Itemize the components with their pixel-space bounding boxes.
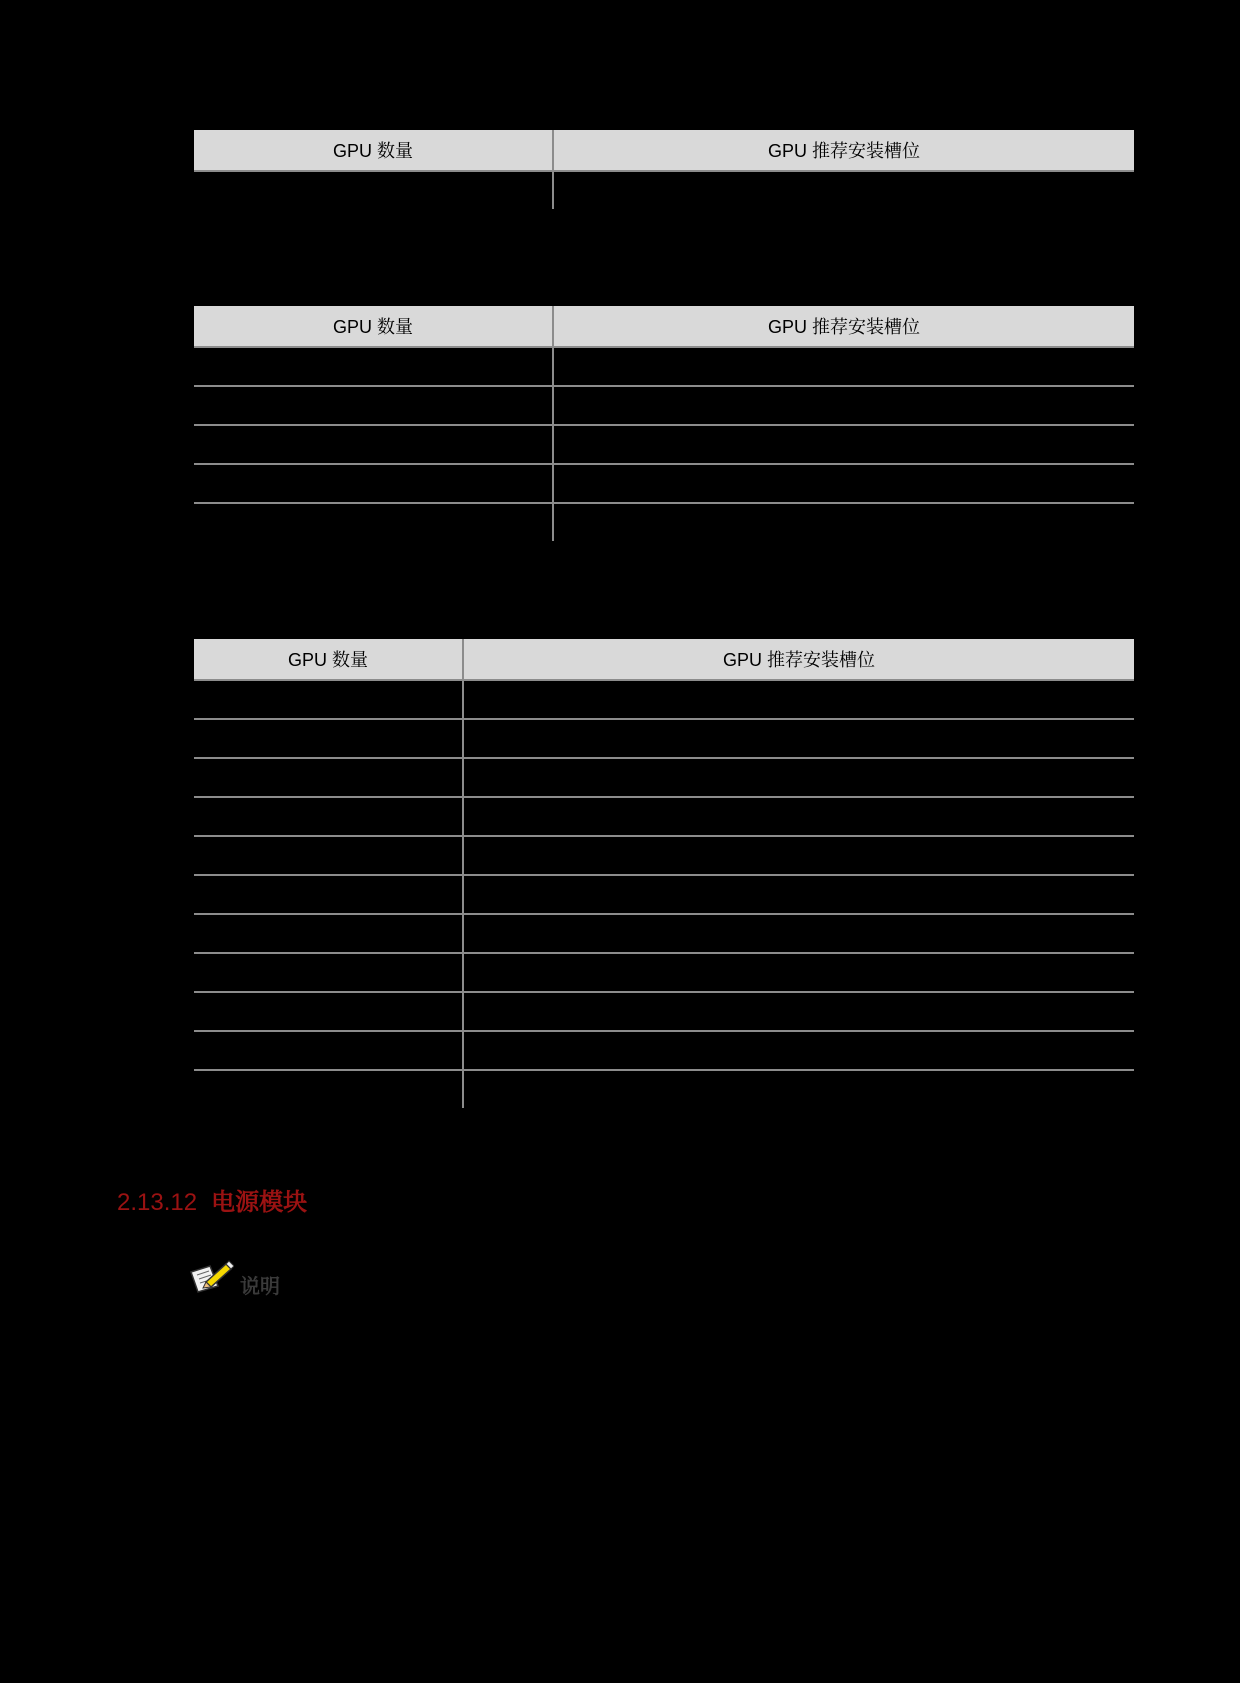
cell-gpu-count bbox=[194, 425, 553, 464]
table-row bbox=[194, 464, 1134, 503]
table-row bbox=[194, 425, 1134, 464]
table-row bbox=[194, 680, 1134, 719]
cell-gpu-count bbox=[194, 464, 553, 503]
table-row bbox=[194, 386, 1134, 425]
cell-gpu-slots bbox=[463, 1031, 1134, 1070]
cell-gpu-slots bbox=[463, 914, 1134, 953]
table-row bbox=[194, 1070, 1134, 1108]
cell-gpu-slots bbox=[463, 992, 1134, 1031]
table-header-row bbox=[194, 639, 1134, 680]
table-row bbox=[194, 719, 1134, 758]
note-label: 说明 bbox=[240, 1276, 280, 1298]
gpu-slot-table-3 bbox=[194, 639, 1134, 1108]
cell-gpu-slots bbox=[463, 719, 1134, 758]
cell-gpu-count bbox=[194, 953, 463, 992]
cell-gpu-count bbox=[194, 1070, 463, 1108]
cell-gpu-slots bbox=[553, 386, 1134, 425]
column-header-gpu-count: GPU 数量 bbox=[194, 306, 553, 347]
note-pencil-icon bbox=[188, 1258, 234, 1299]
cell-gpu-slots bbox=[463, 875, 1134, 914]
table-row bbox=[194, 836, 1134, 875]
cell-gpu-count bbox=[194, 719, 463, 758]
table-header-row bbox=[194, 130, 1134, 171]
table-header-row bbox=[194, 306, 1134, 347]
cell-gpu-slots bbox=[463, 1070, 1134, 1108]
gpu-slot-table-2 bbox=[194, 306, 1134, 541]
column-header-gpu-slots: GPU 推荐安装槽位 bbox=[463, 639, 1134, 680]
cell-gpu-count bbox=[194, 503, 553, 541]
cell-gpu-count bbox=[194, 992, 463, 1031]
cell-gpu-count bbox=[194, 758, 463, 797]
column-header-gpu-slots: GPU 推荐安装槽位 bbox=[553, 306, 1134, 347]
cell-gpu-count bbox=[194, 914, 463, 953]
cell-gpu-count bbox=[194, 875, 463, 914]
cell-gpu-count bbox=[194, 171, 553, 209]
cell-gpu-slots bbox=[553, 347, 1134, 386]
cell-gpu-slots bbox=[553, 425, 1134, 464]
table-row bbox=[194, 347, 1134, 386]
cell-gpu-count bbox=[194, 680, 463, 719]
cell-gpu-count bbox=[194, 797, 463, 836]
table-row bbox=[194, 992, 1134, 1031]
cell-gpu-slots bbox=[463, 836, 1134, 875]
cell-gpu-slots bbox=[553, 171, 1134, 209]
gpu-slot-table-1 bbox=[194, 130, 1134, 209]
cell-gpu-slots bbox=[553, 503, 1134, 541]
section-title: 电源模块 bbox=[211, 1189, 308, 1216]
cell-gpu-slots bbox=[463, 797, 1134, 836]
table-row bbox=[194, 797, 1134, 836]
column-header-gpu-slots: GPU 推荐安装槽位 bbox=[553, 130, 1134, 171]
table-row bbox=[194, 875, 1134, 914]
table-row bbox=[194, 758, 1134, 797]
section-number: 2.13.12 bbox=[117, 1189, 198, 1216]
cell-gpu-slots bbox=[463, 953, 1134, 992]
table-row bbox=[194, 953, 1134, 992]
table-row bbox=[194, 1031, 1134, 1070]
note-callout bbox=[188, 1258, 280, 1299]
table-row bbox=[194, 914, 1134, 953]
cell-gpu-count bbox=[194, 386, 553, 425]
column-header-gpu-count: GPU 数量 bbox=[194, 130, 553, 171]
cell-gpu-count bbox=[194, 836, 463, 875]
cell-gpu-count bbox=[194, 347, 553, 386]
cell-gpu-slots bbox=[553, 464, 1134, 503]
table-row bbox=[194, 171, 1134, 209]
cell-gpu-slots bbox=[463, 680, 1134, 719]
cell-gpu-count bbox=[194, 1031, 463, 1070]
section-heading bbox=[117, 1182, 307, 1217]
column-header-gpu-count: GPU 数量 bbox=[194, 639, 463, 680]
table-row bbox=[194, 503, 1134, 541]
cell-gpu-slots bbox=[463, 758, 1134, 797]
